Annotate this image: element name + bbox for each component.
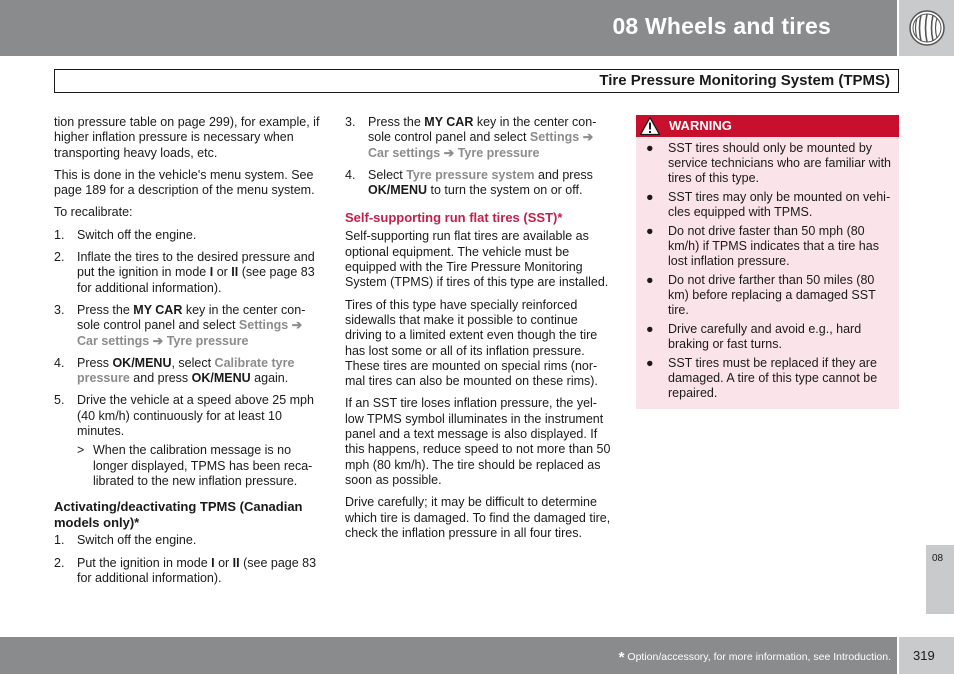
warning-box bbox=[636, 115, 899, 409]
step-number: 4. bbox=[345, 167, 356, 182]
step-text: Switch off the engine. bbox=[77, 533, 197, 548]
warning-item bbox=[636, 273, 899, 318]
key-name: OK/MENU bbox=[112, 355, 172, 370]
paragraph: If an SST tire loses inflation pressure, the yel-low TPMS symbol illuminates in the instrument panel and a text message is also displayed. If this happens, reduce speed to not more than 50 mph (80 km/h). The tire should be replaced as soon as possible. bbox=[345, 396, 611, 487]
footer-bar bbox=[0, 637, 897, 674]
step-text: Drive the vehicle at a speed above 25 mph (40 km/h) continuously for at least 10 minutes. bbox=[77, 393, 314, 439]
menu-path-calibrate: Calibrate tyre pressure bbox=[77, 355, 295, 386]
subheading-canada: Activating/deactivating TPMS (Canadian models only)* bbox=[54, 499, 303, 531]
ignition-mode: II bbox=[232, 555, 240, 570]
list-item bbox=[54, 228, 320, 243]
paragraph: Self-supporting run flat tires are available as optional equipment. The vehicle must be equipped with the Tire Pressure Monitoring System (TPMS) if tires of this type are installed. bbox=[345, 229, 609, 290]
ignition-mode: I bbox=[211, 555, 215, 570]
list-item bbox=[54, 356, 320, 387]
list-item bbox=[54, 533, 320, 548]
arrow-right-icon: ➔ bbox=[152, 333, 164, 348]
key-name: MY CAR bbox=[133, 302, 183, 317]
list-item bbox=[345, 168, 611, 199]
warning-list bbox=[636, 141, 899, 405]
key-name: MY CAR bbox=[424, 115, 474, 129]
step-number: 5. bbox=[54, 393, 65, 408]
warning-label: WARNING bbox=[669, 118, 732, 133]
warning-item bbox=[636, 190, 899, 220]
tire-icon bbox=[908, 9, 946, 47]
chapter-side-tab[interactable] bbox=[926, 545, 954, 614]
step-text: or bbox=[213, 265, 232, 280]
section-title: Tire Pressure Monitoring System (TPMS) bbox=[599, 72, 890, 89]
step-text: Inflate the tires to the desired pressure and put the ignition in mode bbox=[77, 250, 315, 280]
warning-item bbox=[636, 141, 899, 186]
bullet: ● bbox=[646, 224, 654, 238]
list-item bbox=[54, 393, 320, 489]
step-number: 2. bbox=[54, 250, 65, 265]
step-text: key in the center con-sole control panel and select bbox=[77, 302, 306, 333]
step-text: Press bbox=[77, 355, 113, 370]
warning-text: SST tires should only be mounted by service technicians who are familiar with tires of this type. bbox=[668, 141, 892, 185]
menu-path-tyre-pressure: Tyre pressure bbox=[457, 145, 540, 160]
page-number-box bbox=[899, 637, 954, 674]
warning-item bbox=[636, 224, 899, 269]
step-text: or bbox=[214, 555, 233, 570]
paragraph: tion pressure table on page 299), for example, if higher inflation pressure is necessary when transporting heavy loads, etc. bbox=[54, 115, 320, 160]
section-header bbox=[54, 69, 899, 93]
bullet: ● bbox=[646, 356, 654, 370]
step-number: 3. bbox=[345, 115, 356, 129]
paragraph: To recalibrate: bbox=[54, 205, 133, 220]
step-text: Switch off the engine. bbox=[77, 227, 197, 242]
step-text: again. bbox=[250, 371, 289, 386]
warning-text: Do not drive farther than 50 miles (80 km) before replacing a damaged SST tire. bbox=[668, 273, 876, 317]
result-marker: > bbox=[77, 443, 85, 458]
asterisk-icon: * bbox=[618, 649, 625, 666]
side-tab-label: 08 bbox=[932, 553, 944, 564]
menu-path-settings: Settings bbox=[529, 130, 580, 145]
key-name: OK/MENU bbox=[191, 371, 251, 386]
list-item bbox=[54, 556, 320, 587]
subheading-sst: Self-supporting run flat tires (SST)* bbox=[345, 210, 563, 226]
step-number: 2. bbox=[54, 555, 65, 570]
paragraph: Drive carefully; it may be difficult to determine which tire is damaged. To find the damaged tire, check the inflation pressure in all four tires. bbox=[345, 495, 611, 540]
sub-list-item bbox=[77, 443, 320, 489]
step-text: to turn the system on or off. bbox=[427, 183, 583, 198]
list-item bbox=[54, 250, 320, 296]
warning-text: SST tires may only be mounted on vehi-cles equipped with TPMS. bbox=[668, 190, 891, 219]
step-text: Press the bbox=[77, 302, 134, 317]
ignition-mode: I bbox=[209, 265, 214, 280]
menu-path-tyre-pressure-system: Tyre pressure system bbox=[406, 167, 535, 182]
column-1 bbox=[54, 115, 320, 593]
step-text: (see page 83 for additional information). bbox=[77, 555, 317, 585]
step-text: Put the ignition in mode bbox=[77, 555, 212, 570]
step-number: 1. bbox=[54, 227, 65, 242]
warning-text: Do not drive faster than 50 mph (80 km/h) if TPMS indicates that a tire has lost inflation pressure. bbox=[668, 224, 879, 268]
step-text: (see page 83 for additional information). bbox=[77, 265, 315, 295]
ignition-mode: II bbox=[231, 265, 239, 280]
arrow-right-icon: ➔ bbox=[443, 145, 455, 160]
chapter-icon-box bbox=[899, 0, 954, 56]
step-number: 3. bbox=[54, 302, 65, 317]
column-2 bbox=[345, 115, 611, 548]
paragraph: This is done in the vehicle's menu system. See page 189 for a description of the menu system. bbox=[54, 167, 315, 198]
warning-item bbox=[636, 322, 899, 352]
step-text: Select bbox=[368, 167, 407, 182]
bullet: ● bbox=[646, 141, 654, 155]
step-text: , select bbox=[171, 355, 215, 370]
menu-path-settings: Settings bbox=[238, 318, 289, 333]
paragraph: Tires of this type have specially reinforced sidewalls that make it possible to continue driving to a limited extent even though the tire has lost some or all of its inflation pressure. These tires are mounted on special rims (nor-mal tires can also be mounted on these rims). bbox=[345, 297, 598, 389]
arrow-right-icon: ➔ bbox=[291, 318, 303, 333]
warning-text: SST tires must be replaced if they are damaged. A tire of this type cannot be repaired. bbox=[668, 356, 878, 400]
warning-item bbox=[636, 356, 899, 401]
list-item bbox=[345, 115, 611, 161]
warning-text: Drive carefully and avoid e.g., hard braking or fast turns. bbox=[668, 322, 862, 351]
footnote-text: Option/accessory, for more information, see Introduction. bbox=[627, 651, 891, 663]
bullet: ● bbox=[646, 190, 654, 204]
warning-header bbox=[636, 115, 899, 137]
key-name: OK/MENU bbox=[368, 183, 428, 198]
footnote bbox=[619, 647, 891, 664]
arrow-right-icon: ➔ bbox=[582, 130, 594, 145]
header-bar bbox=[0, 0, 897, 56]
menu-path-car-settings: Car settings bbox=[368, 145, 441, 160]
chapter-title: 08 Wheels and tires bbox=[612, 13, 831, 39]
step-text: key in the center con-sole control panel and select bbox=[368, 115, 597, 145]
step-number: 4. bbox=[54, 355, 65, 370]
bullet: ● bbox=[646, 273, 654, 287]
page-number: 319 bbox=[913, 648, 935, 663]
bullet: ● bbox=[646, 322, 654, 336]
warning-triangle-icon bbox=[639, 116, 661, 136]
menu-path-tyre-pressure: Tyre pressure bbox=[166, 333, 249, 348]
step-number: 1. bbox=[54, 533, 65, 548]
step-text: and press bbox=[534, 167, 593, 182]
step-text: and press bbox=[129, 371, 192, 386]
menu-path-car-settings: Car settings bbox=[77, 333, 150, 348]
step-text: Press the bbox=[368, 115, 425, 129]
list-item bbox=[54, 303, 320, 349]
sub-text: When the calibration message is no longer displayed, TPMS has been reca-librated to the new inflation pressure. bbox=[93, 443, 313, 488]
